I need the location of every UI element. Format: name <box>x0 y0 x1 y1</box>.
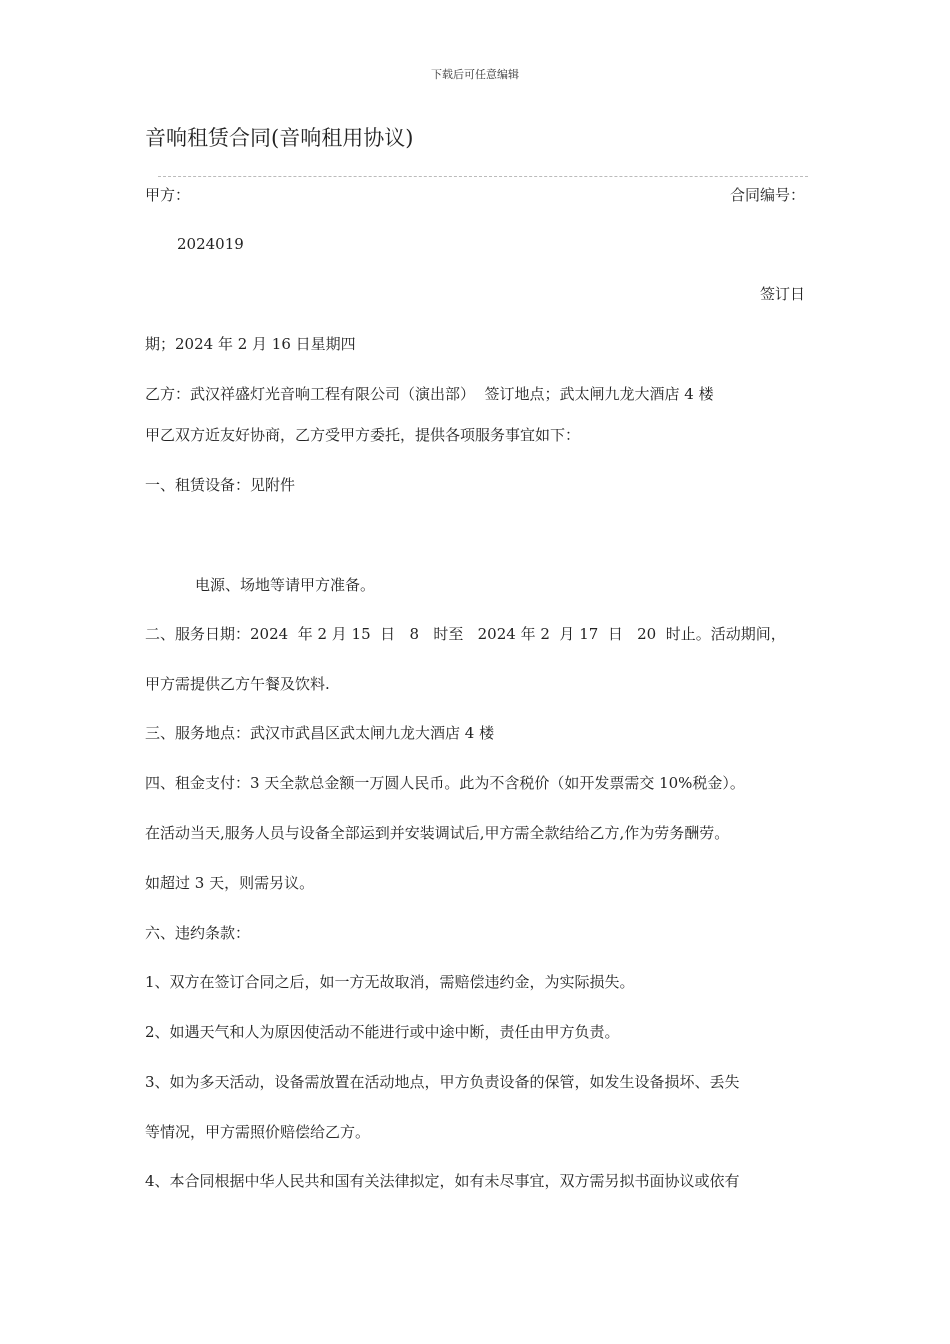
clause-3-line-1: 3、如为多天活动，设备需放置在活动地点，甲方负责设备的保管，如发生设备损坏、丢失 <box>145 1073 740 1091</box>
clause-2: 2、如遇天气和人为原因使活动不能进行或中途中断，责任由甲方负责。 <box>145 1023 620 1041</box>
sign-date-label: 签订日 <box>759 285 805 303</box>
party-a-label: 甲方： <box>145 186 191 204</box>
section-1-heading: 一、租赁设备：见附件 <box>145 476 296 494</box>
contract-number-label: 合同编号： <box>729 186 805 204</box>
section-3: 三、服务地点：武汉市武昌区武太闸九龙大酒店 4 楼 <box>145 724 495 742</box>
party-b-line: 乙方：武汉祥盛灯光音响工程有限公司（演出部） 签订地点；武太闸九龙大酒店 4 楼 <box>145 385 714 403</box>
section-4-line-1: 四、租金支付：3 天全款总金额一万圆人民币。此为不含税价（如开发票需交 10%税金）。 <box>145 774 745 792</box>
document-title: 音响租赁合同(音响租用协议) <box>145 126 414 150</box>
clause-4-line-1: 4、本合同根据中华人民共和国有关法律拟定，如有未尽事宜，双方需另拟书面协议或依有 <box>145 1172 740 1190</box>
section-4-line-3: 如超过 3 天，则需另议。 <box>145 874 315 892</box>
section-2-line-2: 甲方需提供乙方午餐及饮料. <box>145 675 330 693</box>
section-1-note: 电源、场地等请甲方准备。 <box>195 576 376 594</box>
download-note: 下载后可任意编辑 <box>431 68 519 81</box>
section-4-line-2: 在活动当天,服务人员与设备全部运到并安装调试后,甲方需全款结给乙方,作为劳务酬劳。 <box>145 824 730 842</box>
intro-paragraph: 甲乙双方近友好协商，乙方受甲方委托，提供各项服务事宜如下： <box>145 426 581 444</box>
dashed-rule <box>158 176 808 177</box>
section-2-line-1: 二、服务日期：2024 年 2 月 15 日 8 时至 2024 年 2 月 17 日 20 时止。活动期间， <box>145 625 786 643</box>
contract-number-value: 2024019 <box>177 235 244 253</box>
clause-1: 1、双方在签订合同之后，如一方无故取消，需赔偿违约金，为实际损失。 <box>145 973 635 991</box>
clause-3-line-2: 等情况，甲方需照价赔偿给乙方。 <box>145 1123 371 1141</box>
sign-date-value: 期；2024 年 2 月 16 日星期四 <box>145 335 356 353</box>
section-6-heading: 六、违约条款： <box>145 924 251 942</box>
